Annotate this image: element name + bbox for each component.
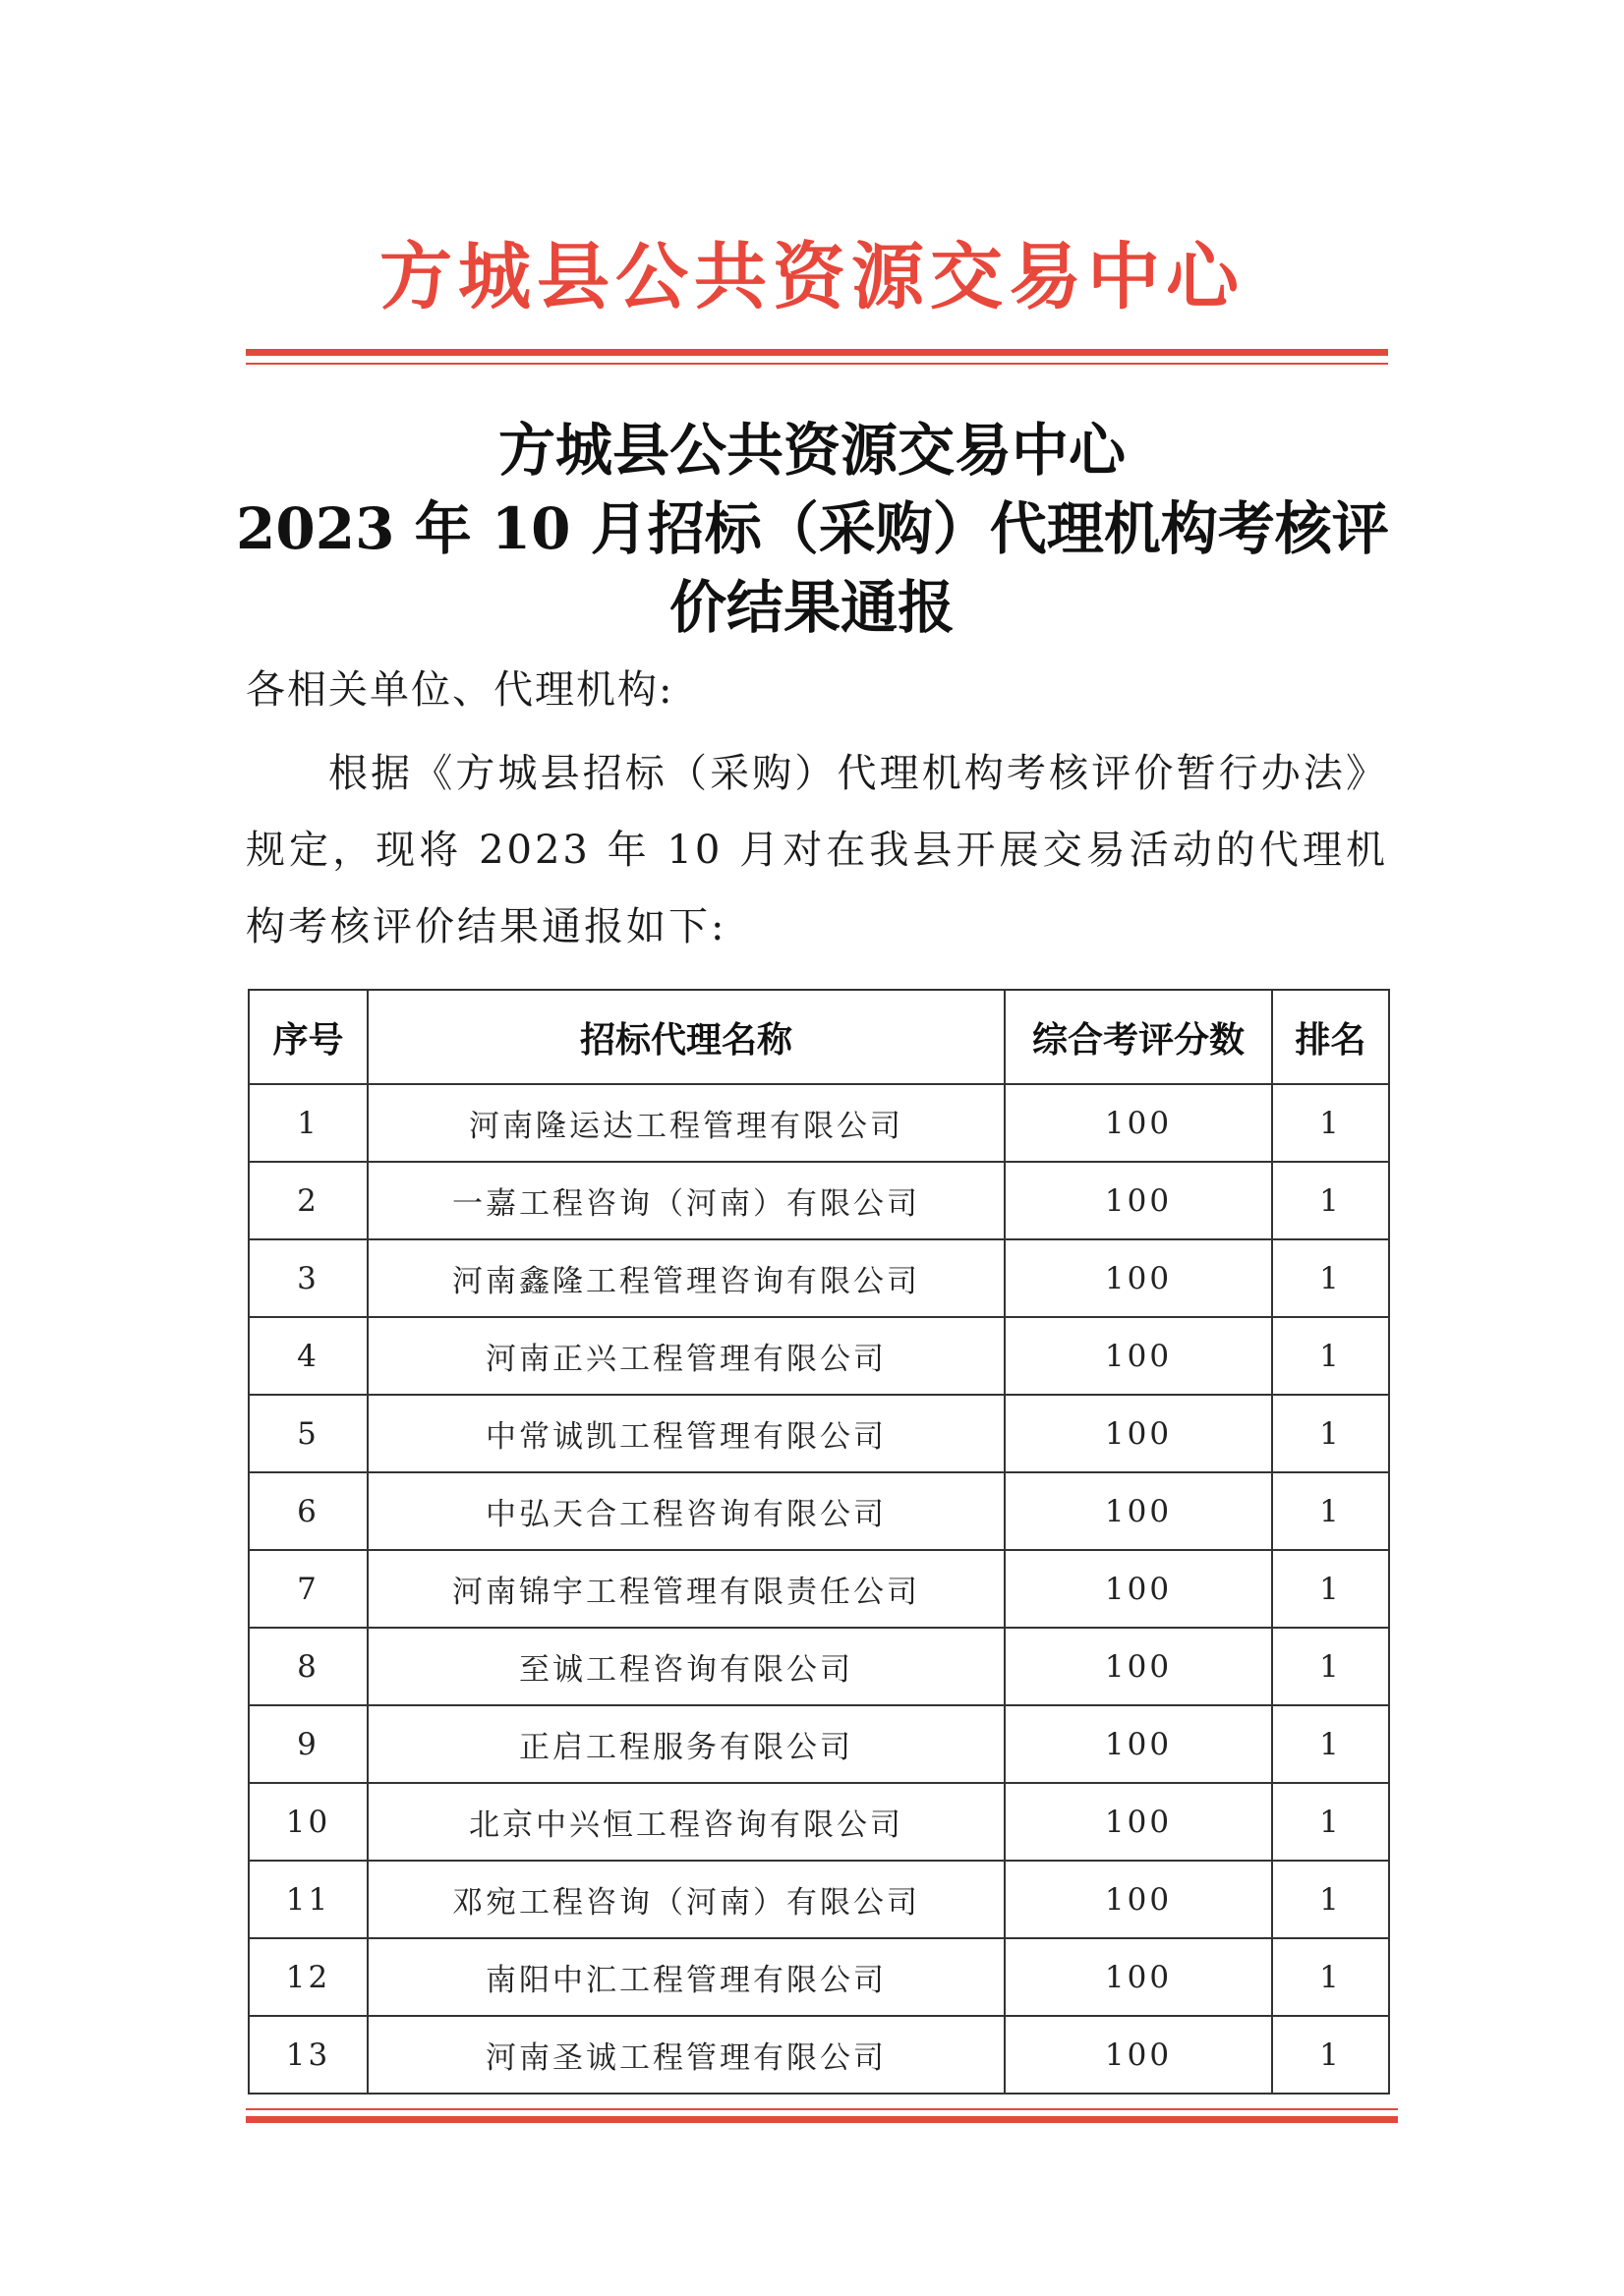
document-title-line-2: 2023 年 10 月招标（采购）代理机构考核评 [236, 495, 1389, 562]
cell-name: 南阳中汇工程管理有限公司 [368, 1938, 1005, 2016]
table-row [249, 1395, 1389, 1472]
salutation: 各相关单位、代理机构: [246, 667, 674, 713]
cell-name: 北京中兴恒工程咨询有限公司 [368, 1783, 1005, 1861]
cell-rank: 1 [1272, 1783, 1389, 1861]
cell-name: 一嘉工程咨询（河南）有限公司 [368, 1162, 1005, 1239]
cell-score: 100 [1005, 1395, 1272, 1472]
table-body [249, 1084, 1389, 2094]
cell-name: 至诚工程咨询有限公司 [368, 1628, 1005, 1705]
results-table [248, 989, 1390, 2095]
cell-rank: 1 [1272, 1239, 1389, 1317]
table-header-row [249, 990, 1389, 1084]
header-rank: 排名 [1272, 990, 1389, 1084]
header-name: 招标代理名称 [368, 990, 1005, 1084]
cell-no: 6 [249, 1472, 368, 1550]
cell-rank: 1 [1272, 1938, 1389, 2016]
cell-score: 100 [1005, 1239, 1272, 1317]
cell-no: 1 [249, 1084, 368, 1162]
cell-no: 8 [249, 1628, 368, 1705]
cell-name: 河南正兴工程管理有限公司 [368, 1317, 1005, 1395]
cell-name: 河南锦宇工程管理有限责任公司 [368, 1550, 1005, 1628]
table-row [249, 1938, 1389, 2016]
cell-score: 100 [1005, 1472, 1272, 1550]
cell-name: 河南隆运达工程管理有限公司 [368, 1084, 1005, 1162]
cell-name: 河南鑫隆工程管理咨询有限公司 [368, 1239, 1005, 1317]
cell-name: 中常诚凯工程管理有限公司 [368, 1395, 1005, 1472]
cell-no: 9 [249, 1705, 368, 1783]
body-paragraph: 根据《方城县招标（采购）代理机构考核评价暂行办法》规定，现将 2023 年 10 月对在我县开展交易活动的代理机构考核评价结果通报如下: [246, 751, 1388, 949]
table-row [249, 1239, 1389, 1317]
cell-rank: 1 [1272, 2016, 1389, 2094]
table-row [249, 1861, 1389, 1938]
cell-score: 100 [1005, 1783, 1272, 1861]
cell-no: 2 [249, 1162, 368, 1239]
cell-score: 100 [1005, 1861, 1272, 1938]
header-no: 序号 [249, 990, 368, 1084]
footer-rule-thin [246, 2108, 1398, 2110]
cell-no: 4 [249, 1317, 368, 1395]
document-title-line-3: 价结果通报 [668, 574, 955, 641]
cell-no: 11 [249, 1861, 368, 1938]
header-score: 综合考评分数 [1005, 990, 1272, 1084]
cell-rank: 1 [1272, 1395, 1389, 1472]
letterhead-org-name: 方城县公共资源交易中心 [379, 235, 1245, 319]
document-title [236, 411, 1388, 647]
table-row [249, 2016, 1389, 2094]
table-row [249, 1628, 1389, 1705]
cell-rank: 1 [1272, 1317, 1389, 1395]
letterhead-rule-thin [246, 363, 1388, 365]
cell-name: 邓宛工程咨询（河南）有限公司 [368, 1861, 1005, 1938]
cell-name: 河南圣诚工程管理有限公司 [368, 2016, 1005, 2094]
table-row [249, 1783, 1389, 1861]
cell-rank: 1 [1272, 1550, 1389, 1628]
cell-rank: 1 [1272, 1084, 1389, 1162]
cell-no: 5 [249, 1395, 368, 1472]
footer-rule-thick [246, 2116, 1398, 2123]
cell-rank: 1 [1272, 1162, 1389, 1239]
cell-score: 100 [1005, 1162, 1272, 1239]
cell-score: 100 [1005, 1705, 1272, 1783]
cell-score: 100 [1005, 1938, 1272, 2016]
table-row [249, 1550, 1389, 1628]
cell-score: 100 [1005, 1628, 1272, 1705]
document-title-line-1: 方城县公共资源交易中心 [497, 417, 1126, 484]
cell-score: 100 [1005, 1084, 1272, 1162]
cell-no: 7 [249, 1550, 368, 1628]
table-row [249, 1162, 1389, 1239]
cell-no: 12 [249, 1938, 368, 2016]
table-row [249, 1705, 1389, 1783]
cell-no: 3 [249, 1239, 368, 1317]
cell-rank: 1 [1272, 1472, 1389, 1550]
cell-score: 100 [1005, 1550, 1272, 1628]
cell-score: 100 [1005, 2016, 1272, 2094]
table-row [249, 1084, 1389, 1162]
cell-rank: 1 [1272, 1861, 1389, 1938]
cell-name: 中弘天合工程咨询有限公司 [368, 1472, 1005, 1550]
cell-no: 13 [249, 2016, 368, 2094]
letterhead-rule-thick [246, 349, 1388, 356]
cell-score: 100 [1005, 1317, 1272, 1395]
cell-rank: 1 [1272, 1628, 1389, 1705]
table-row [249, 1472, 1389, 1550]
cell-name: 正启工程服务有限公司 [368, 1705, 1005, 1783]
cell-no: 10 [249, 1783, 368, 1861]
cell-rank: 1 [1272, 1705, 1389, 1783]
table-row [249, 1317, 1389, 1395]
